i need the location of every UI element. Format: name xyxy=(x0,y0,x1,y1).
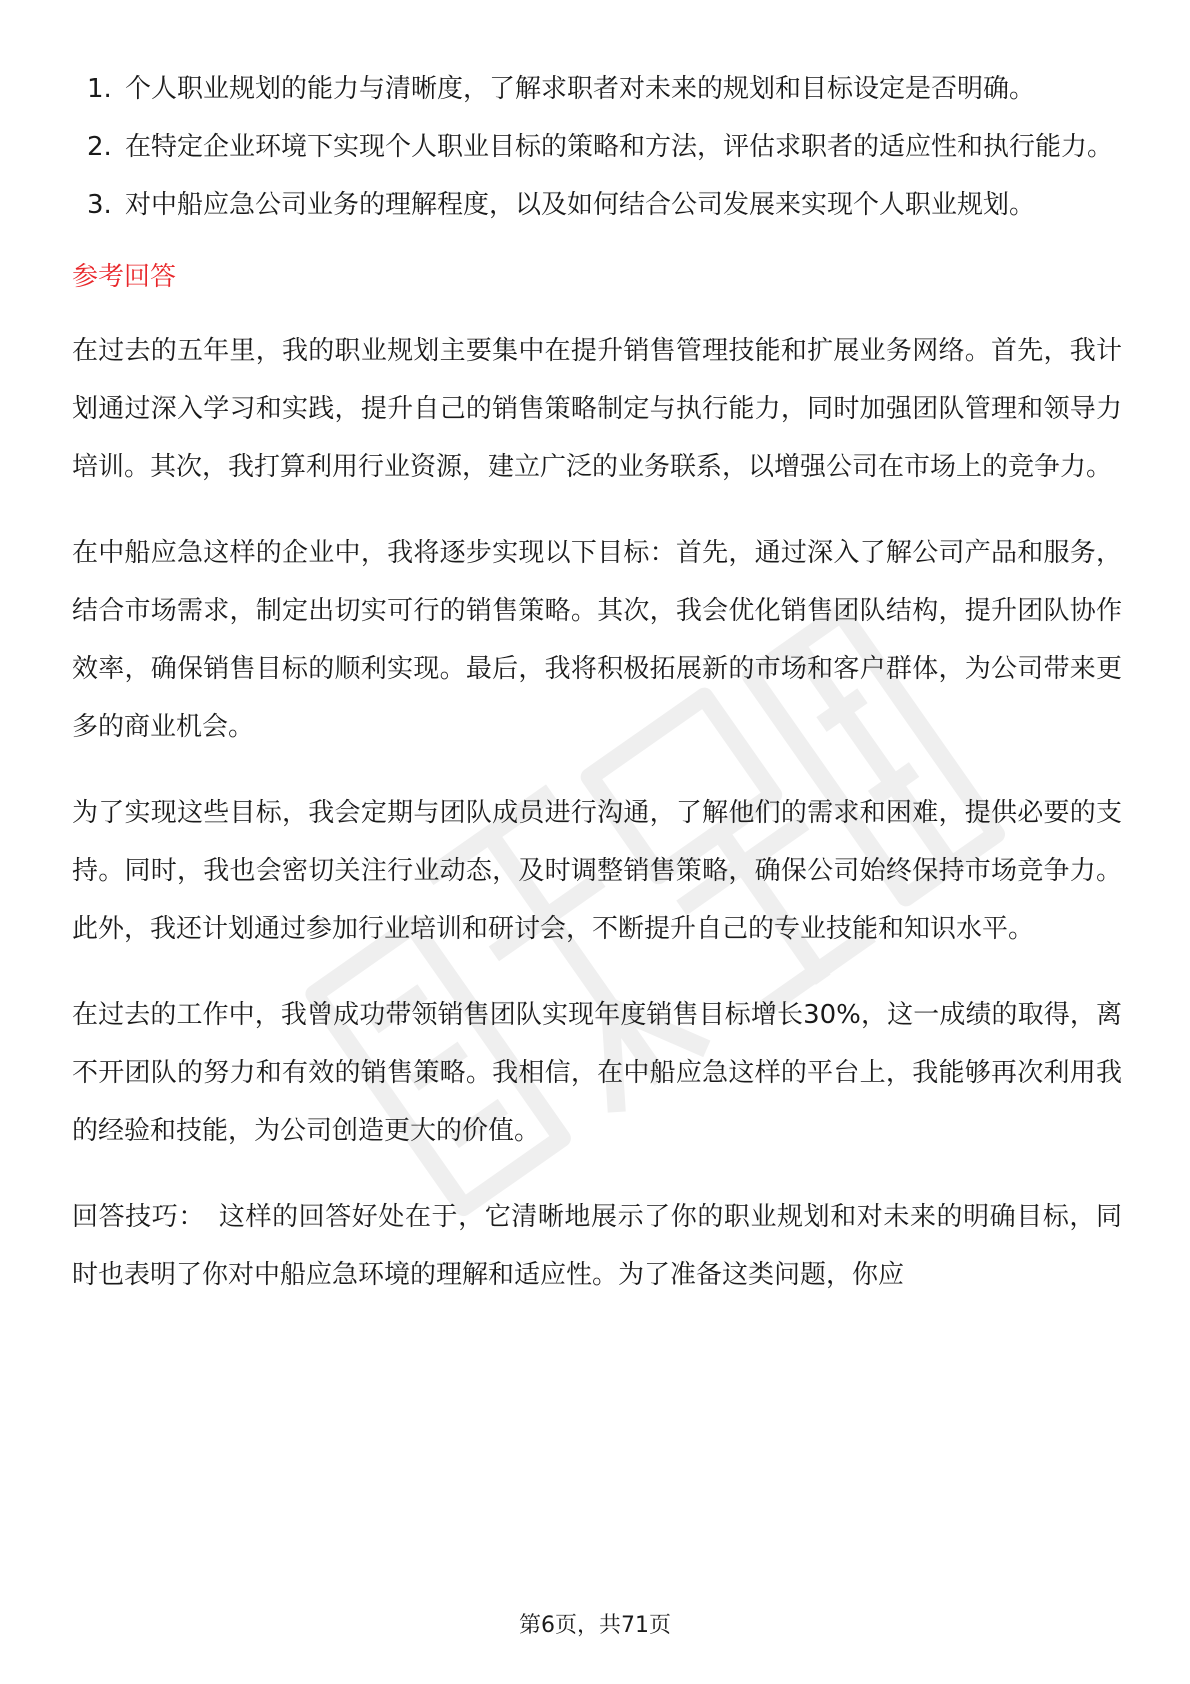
list-item-number: 3. xyxy=(87,190,112,220)
answer-paragraph: 在过去的五年里，我的职业规划主要集中在提升销售管理技能和扩展业务网络。首先，我计划通过深入学习和实践，提升自己的销售策略制定与执行能力，同时加强团队管理和领导力培训。其次，我打算利用行业资源，建立广泛的业务联系，以增强公司在市场上的竞争力。 xyxy=(72,336,1122,482)
list-item-text: 在特定企业环境下实现个人职业目标的策略和方法，评估求职者的适应性和执行能力。 xyxy=(125,132,1114,162)
list-item xyxy=(72,60,1122,118)
answer-paragraph: 在过去的工作中，我曾成功带领销售团队实现年度销售目标增长30%，这一成绩的取得，离不开团队的努力和有效的销售策略。我相信，在中船应急这样的平台上，我能够再次利用我的经验和技能，为公司创造更大的价值。 xyxy=(72,1000,1122,1146)
list-item-text: 个人职业规划的能力与清晰度，了解求职者对未来的规划和目标设定是否明确。 xyxy=(125,74,1036,104)
answer-paragraph: 在中船应急这样的企业中，我将逐步实现以下目标：首先，通过深入了解公司产品和服务，结合市场需求，制定出切实可行的销售策略。其次，我会优化销售团队结构，提升团队协作效率，确保销售目标的顺利实现。最后，我将积极拓展新的市场和客户群体，为公司带来更多的商业机会。 xyxy=(72,538,1122,742)
list-item-text: 对中船应急公司业务的理解程度，以及如何结合公司发展来实现个人职业规划。 xyxy=(125,190,1036,220)
criteria-list xyxy=(72,60,1122,234)
list-item-number: 2. xyxy=(87,132,112,162)
page-footer: 第6页，共71页 xyxy=(519,1613,671,1638)
answer-tip-paragraph xyxy=(72,1188,1122,1304)
list-item xyxy=(72,176,1122,234)
list-item-number: 1. xyxy=(87,74,112,104)
answer-tip-label: 回答技巧： xyxy=(72,1202,205,1232)
main-content xyxy=(72,60,1122,1332)
reference-answer-heading: 参考回答 xyxy=(72,262,177,292)
list-item xyxy=(72,118,1122,176)
answer-tip-text: 这样的回答好处在于，它清晰地展示了你的职业规划和对未来的明确目标，同时也表明了你对中船应急环境的理解和适应性。为了准备这类问题，你应 xyxy=(72,1202,1122,1290)
answer-paragraph: 为了实现这些目标，我会定期与团队成员进行沟通，了解他们的需求和困难，提供必要的支持。同时，我也会密切关注行业动态，及时调整销售策略，确保公司始终保持市场竞争力。此外，我还计划通过参加行业培训和研讨会，不断提升自己的专业技能和知识水平。 xyxy=(72,798,1122,944)
